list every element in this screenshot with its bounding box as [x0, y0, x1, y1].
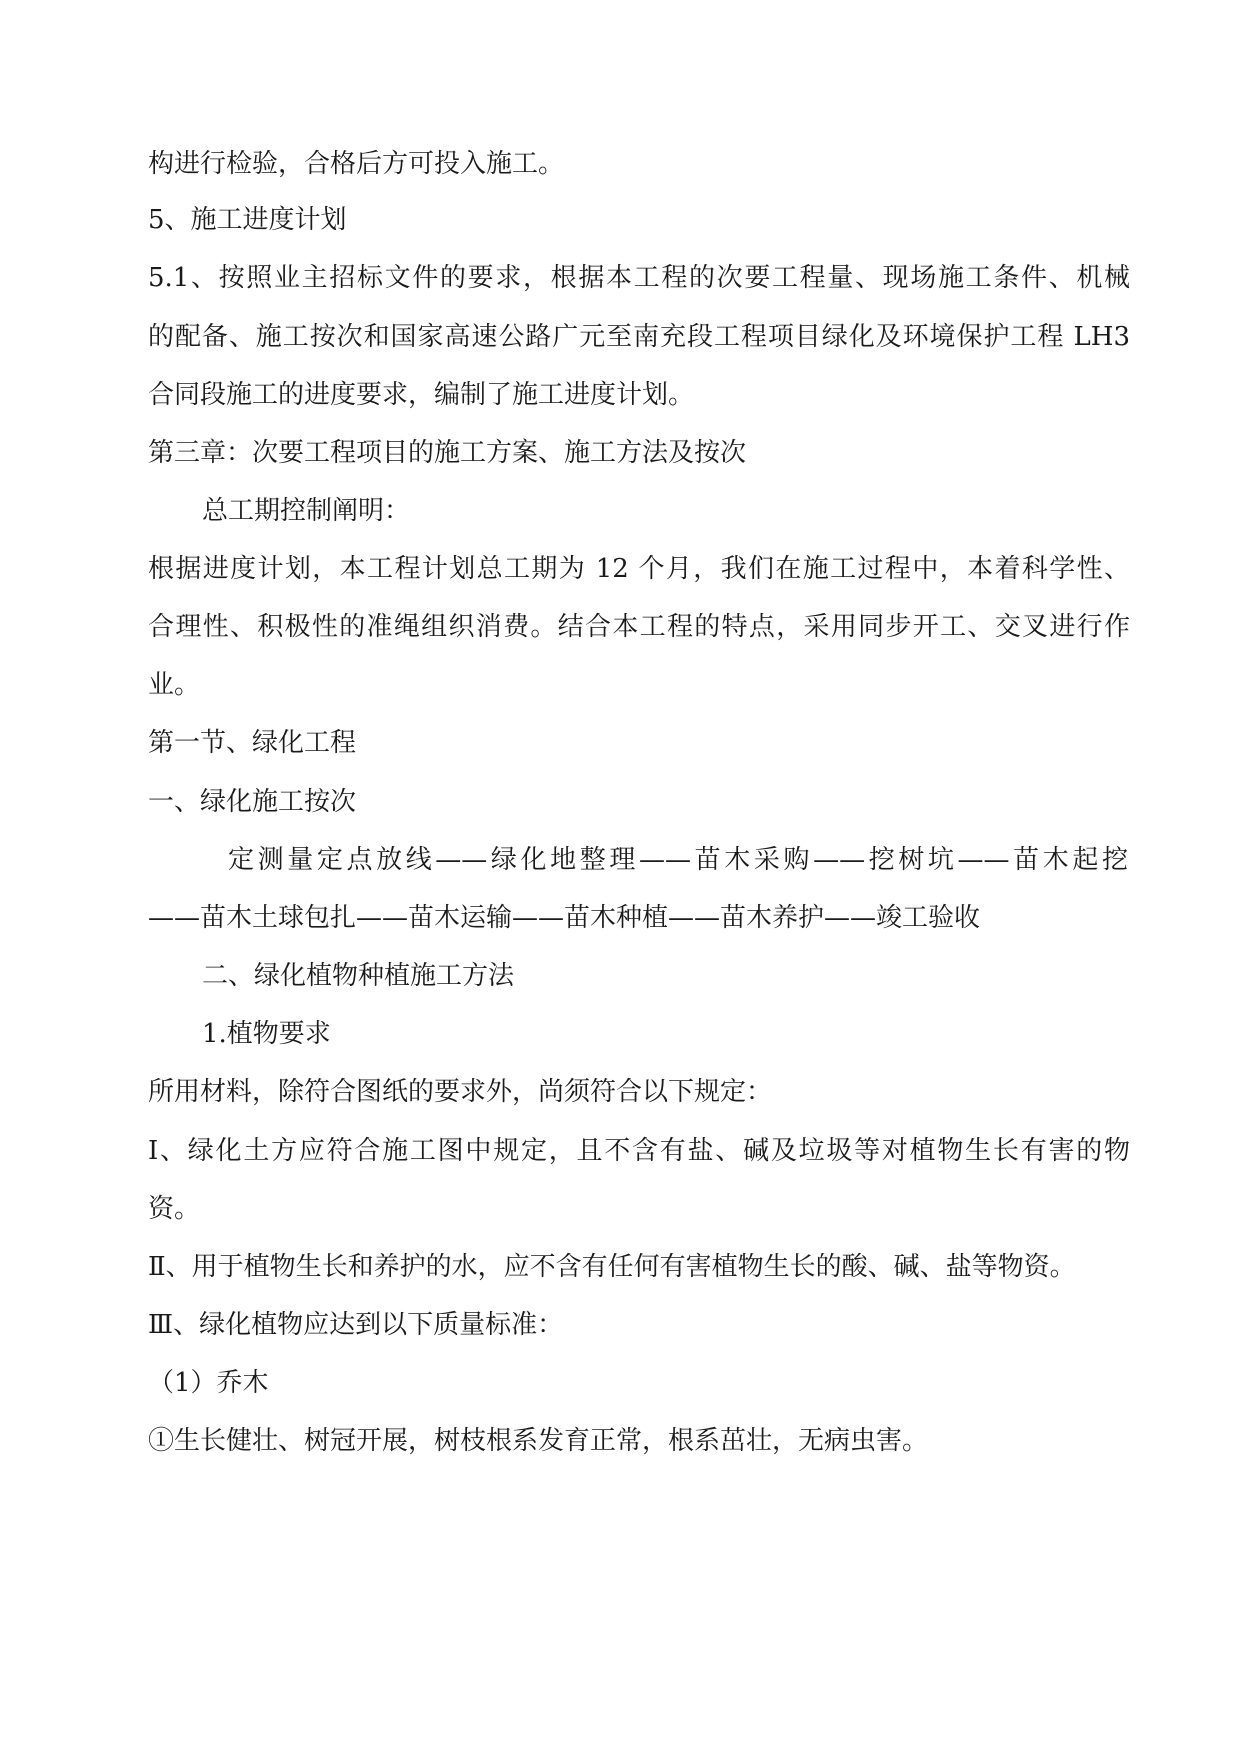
paragraph-line: Ⅱ、用于植物生长和养护的水，应不含有任何有害植物生长的酸、碱、盐等物资。 — [148, 1252, 1076, 1282]
paragraph-line: Ⅲ、绿化植物应达到以下质量标准： — [148, 1310, 564, 1340]
paragraph-line: 资。 — [148, 1194, 201, 1224]
paragraph-line: 合同段施工的进度要求，编制了施工进度计划。 — [148, 380, 695, 410]
paragraph-line: Ⅰ、绿化土方应符合施工图中规定，且不含有盐、碱及垃圾等对植物生长有害的物 — [148, 1136, 1130, 1166]
paragraph-line: 的配备、施工按次和国家高速公路广元至南充段工程项目绿化及环境保护工程 LH3 — [148, 322, 1130, 352]
subheading: 一、绿化施工按次 — [148, 787, 357, 817]
section-heading: 第一节、绿化工程 — [148, 728, 357, 758]
process-flow-line: 定测量定点放线——绿化地整理——苗木采购——挖树坑——苗木起挖 — [228, 845, 1128, 875]
subheading: 二、绿化植物种植施工方法 — [202, 961, 515, 991]
paragraph-line: 所用材料，除符合图纸的要求外，尚须符合以下规定： — [148, 1077, 773, 1107]
chapter-heading: 第三章：次要工程项目的施工方案、施工方法及按次 — [148, 438, 747, 468]
paragraph-line: 5.1、按照业主招标文件的要求，根据本工程的次要工程量、现场施工条件、机械 — [148, 263, 1130, 293]
section-heading: 5、施工进度计划 — [148, 205, 347, 235]
paragraph-line: 业。 — [148, 670, 201, 700]
subheading: 1.植物要求 — [202, 1019, 331, 1049]
process-flow-line: ——苗木土球包扎——苗木运输——苗木种植——苗木养护——竣工验收 — [148, 903, 981, 933]
subheading: 总工期控制阐明： — [202, 496, 411, 526]
list-item-heading: （1）乔木 — [148, 1368, 269, 1398]
paragraph-line: 合理性、积极性的准绳组织消费。结合本工程的特点，采用同步开工、交叉进行作 — [148, 612, 1130, 642]
paragraph-line: 构进行检验，合格后方可投入施工。 — [148, 149, 565, 179]
paragraph-line: 根据进度计划，本工程计划总工期为 12 个月，我们在施工过程中，本着科学性、 — [148, 554, 1130, 584]
list-item: ①生长健壮、树冠开展，树枝根系发育正常，根系茁壮，无病虫害。 — [148, 1426, 929, 1456]
